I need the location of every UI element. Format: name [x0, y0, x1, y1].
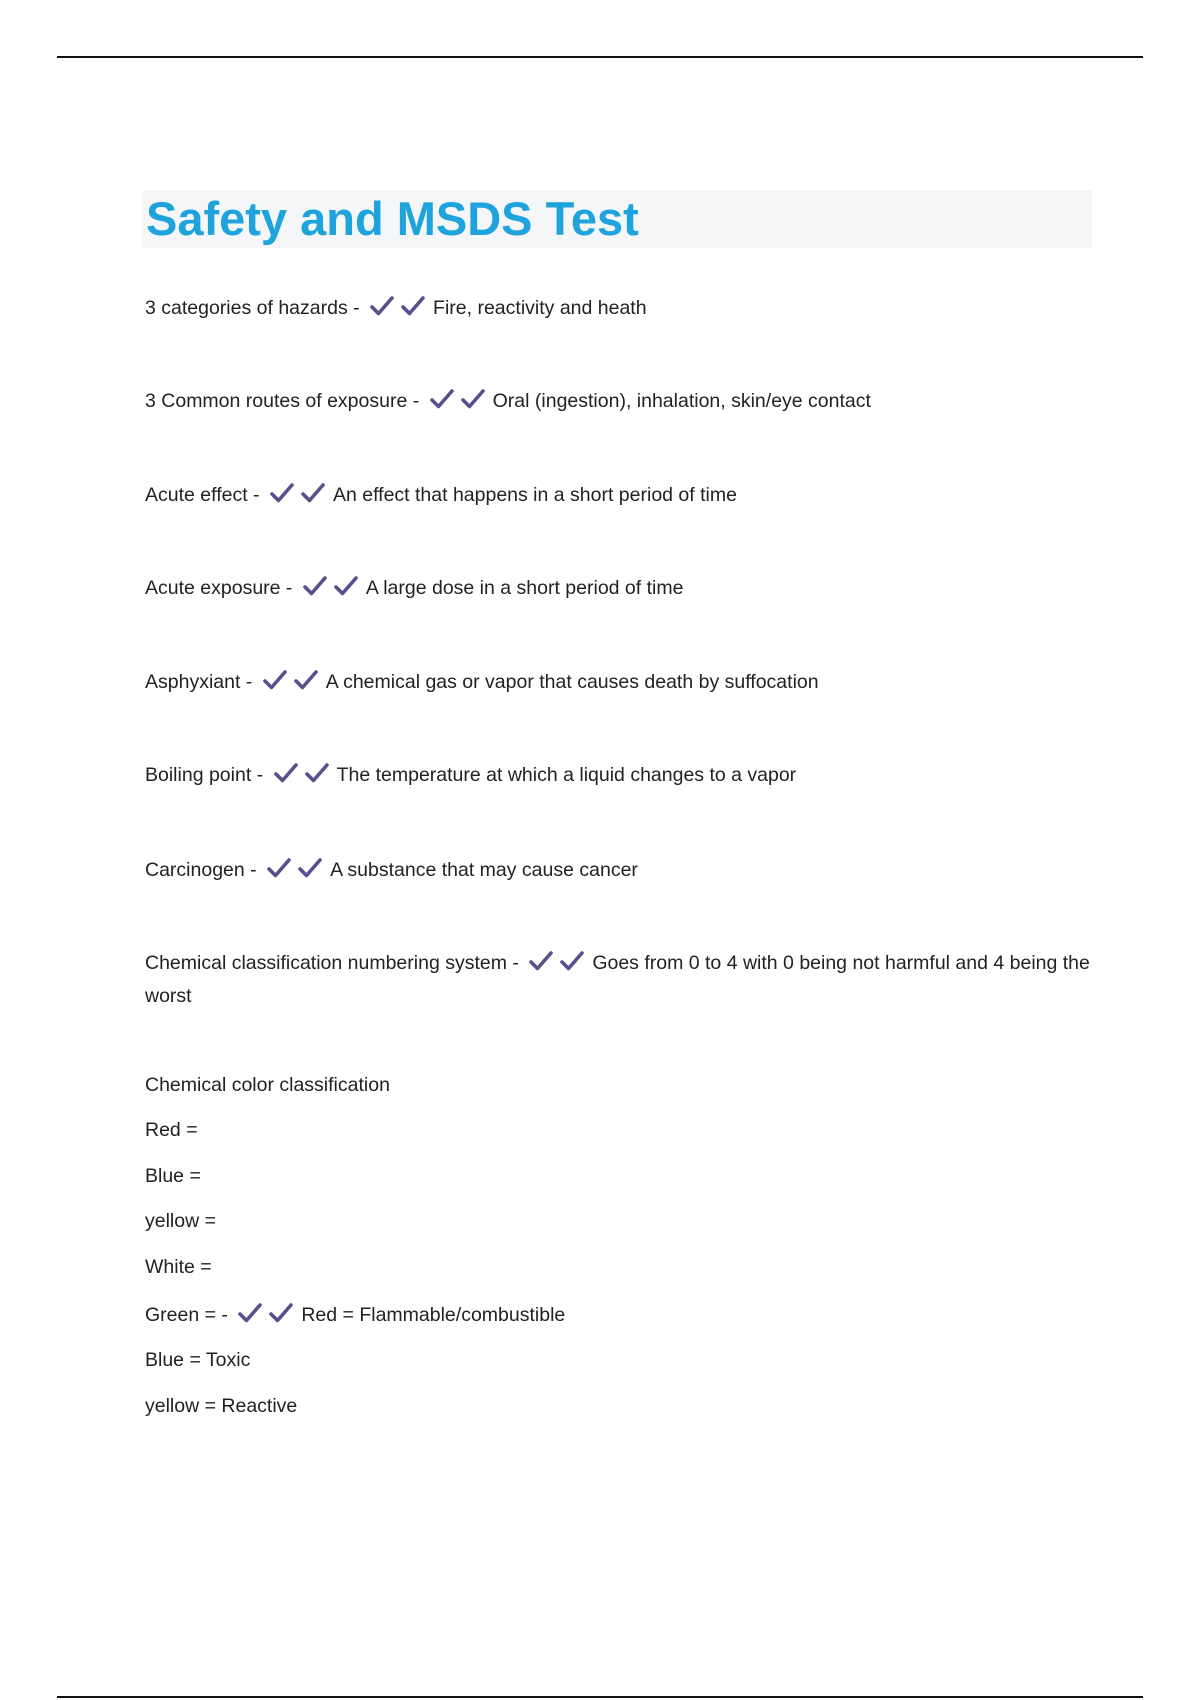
- entry-term: Green = -: [145, 1304, 228, 1326]
- check-mark-icon: [302, 575, 328, 597]
- check-pair: [528, 950, 590, 981]
- check-mark-icon: [559, 950, 585, 972]
- check-mark-icon: [293, 669, 319, 691]
- check-mark-icon: [237, 1302, 263, 1324]
- check-mark-icon: [297, 857, 323, 879]
- check-pair: [369, 295, 431, 326]
- check-mark-icon: [266, 857, 292, 879]
- color-answer-line: yellow = Reactive: [145, 1395, 298, 1417]
- color-question-line: Blue =: [145, 1165, 201, 1187]
- entry-definition: A substance that may cause cancer: [330, 859, 638, 881]
- check-mark-icon: [268, 1302, 294, 1324]
- check-mark-icon: [429, 388, 455, 410]
- check-mark-icon: [460, 388, 486, 410]
- color-question-heading: Chemical color classification: [145, 1074, 390, 1096]
- entry-chemical-classification: [145, 948, 1095, 1011]
- header-rule: [57, 56, 1143, 58]
- entry-definition: Red = Flammable/combustible: [301, 1304, 566, 1326]
- check-pair: [302, 575, 364, 606]
- color-question-line: yellow =: [145, 1210, 216, 1232]
- check-mark-icon: [269, 482, 295, 504]
- entry-hazard-categories: [145, 293, 1095, 326]
- entry-term: Acute exposure -: [145, 577, 293, 599]
- entry-carcinogen: [145, 855, 1095, 888]
- check-pair: [269, 482, 331, 513]
- entry-definition: An effect that happens in a short period of time: [332, 484, 737, 506]
- entry-definition: The temperature at which a liquid changes to a vapor: [336, 764, 797, 786]
- entry-definition: A large dose in a short period of time: [365, 577, 684, 599]
- entry-definition: Fire, reactivity and heath: [433, 297, 647, 319]
- entry-definition: Goes from 0 to 4 with 0 being not harmful and 4 being the worst: [145, 952, 1090, 1007]
- entry-definition: Oral (ingestion), inhalation, skin/eye contact: [492, 390, 871, 412]
- color-question-line: Red =: [145, 1119, 198, 1141]
- entry-definition: A chemical gas or vapor that causes death by suffocation: [325, 671, 819, 693]
- entry-term: Acute effect -: [145, 484, 260, 506]
- color-answer-line: [145, 1300, 565, 1333]
- check-mark-icon: [273, 762, 299, 784]
- entry-term: Chemical classification numbering system -: [145, 952, 519, 974]
- check-mark-icon: [300, 482, 326, 504]
- page-title: Safety and MSDS Test: [146, 192, 639, 245]
- entry-asphyxiant: [145, 667, 1095, 700]
- entry-boiling-point: [145, 760, 1095, 793]
- entry-term: Boiling point -: [145, 764, 264, 786]
- check-pair: [429, 388, 491, 419]
- entry-term: Asphyxiant -: [145, 671, 253, 693]
- check-pair: [273, 762, 335, 793]
- title-band: [142, 190, 1092, 248]
- color-question-line: White =: [145, 1256, 212, 1278]
- check-mark-icon: [369, 295, 395, 317]
- check-mark-icon: [333, 575, 359, 597]
- footer-rule: [57, 1696, 1143, 1698]
- check-mark-icon: [400, 295, 426, 317]
- check-mark-icon: [304, 762, 330, 784]
- entry-term: 3 Common routes of exposure -: [145, 390, 420, 412]
- color-answer-line: Blue = Toxic: [145, 1349, 251, 1371]
- check-pair: [266, 857, 328, 888]
- entry-routes-of-exposure: [145, 386, 1095, 419]
- check-pair: [262, 669, 324, 700]
- entry-acute-effect: [145, 480, 1095, 513]
- check-pair: [237, 1302, 299, 1333]
- check-mark-icon: [262, 669, 288, 691]
- entry-term: 3 categories of hazards -: [145, 297, 360, 319]
- check-mark-icon: [528, 950, 554, 972]
- entry-term: Carcinogen -: [145, 859, 257, 881]
- entry-acute-exposure: [145, 573, 1095, 606]
